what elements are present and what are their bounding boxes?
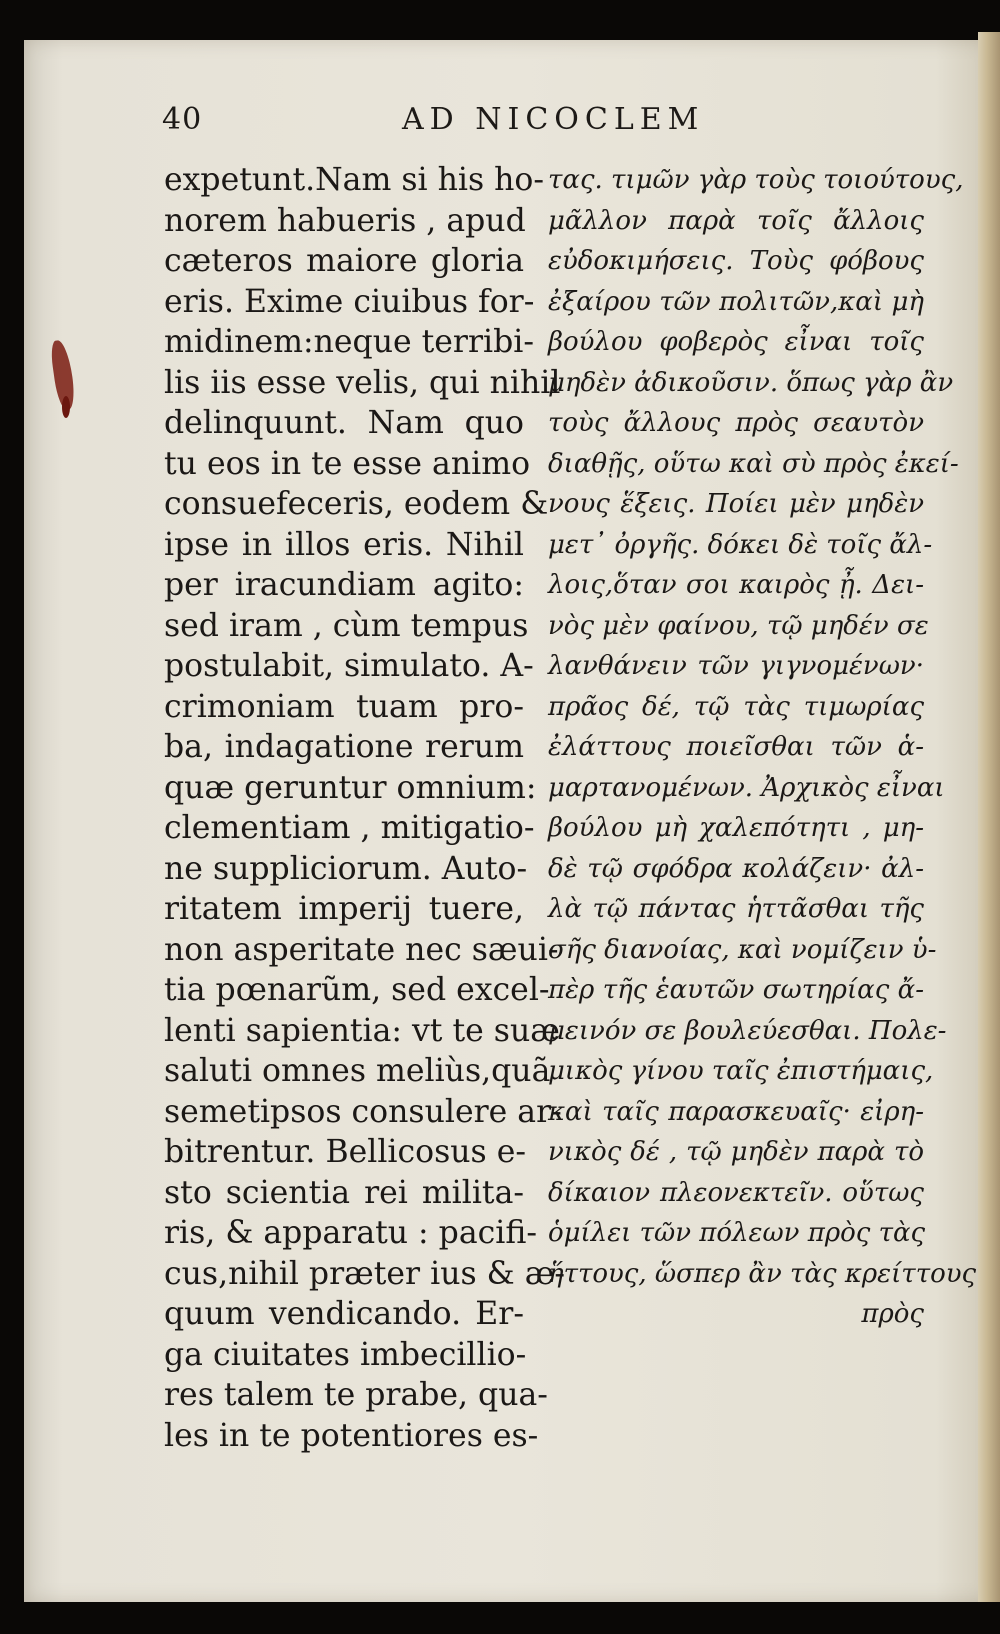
latin-text-line: midinem:neque terribi- [164, 324, 535, 360]
latin-text-line: bitrentur. Bellicosus e- [164, 1134, 526, 1170]
greek-text-line: μηδὲν ἀδικοῦσιν. ὅπως γὰρ ἂν [548, 367, 954, 398]
greek-text-line: λοις,ὅταν σοι καιρὸς ᾖ. Δει- [548, 570, 924, 600]
latin-text-line: tu eos in te esse animo [164, 445, 531, 482]
latin-text-line: ba, indagatione rerum [164, 729, 524, 765]
greek-text-line: βούλου φοβερὸς εἶναι τοῖς [548, 327, 924, 357]
latin-text-line: les in te potentiores es- [164, 1417, 539, 1454]
latin-text-column [164, 160, 565, 1456]
greek-text-line: διαθῇς, οὕτω καὶ σὺ πρὸς ἐκεί- [548, 448, 959, 479]
latin-text-line: saluti omnes meliùs,quã [164, 1053, 551, 1089]
latin-text-line: lis iis esse velis, qui nihil [164, 364, 561, 401]
greek-text-line: τας. τιμῶν γὰρ τοὺς τοιούτους, [548, 165, 964, 195]
greek-text-line: πὲρ τῆς ἑαυτῶν σωτηρίας ἄ- [548, 975, 924, 1005]
greek-text-line: πρᾶος δέ, τῷ τὰς τιμωρίας [548, 691, 924, 722]
latin-text-line: per iracundiam agito: [164, 567, 524, 603]
latin-text-line: norem habueris , apud [164, 202, 526, 239]
latin-text-line: res talem te prabe, qua- [164, 1377, 548, 1413]
greek-text-line: καὶ ταῖς παρασκευαῖς· εἰρη- [548, 1096, 924, 1127]
latin-text-line: cus,nihil præter ius & æ- [164, 1255, 565, 1292]
latin-text-line: ritatem imperij tuere, [164, 891, 524, 927]
greek-text-line: νικὸς δέ , τῷ μηδὲν παρὰ τὸ [548, 1137, 924, 1167]
greek-text-line: δίκαιον πλεονεκτεῖν. οὕτως [548, 1177, 924, 1208]
latin-text-line: sed iram , cùm tempus [164, 607, 529, 644]
greek-text-line: λὰ τῷ πάντας ἡττᾶσθαι τῆς [548, 894, 924, 924]
greek-text-line: μικὸς γίνου ταῖς ἐπιστήμαις, [548, 1056, 934, 1086]
latin-text-line: clementiam , mitigatio- [164, 810, 535, 846]
greek-text-line: ὁμίλει τῶν πόλεων πρὸς τὰς [548, 1218, 926, 1248]
latin-text-line: lenti sapientia: vt te suæ [164, 1012, 560, 1049]
greek-text-line: ἐξαίρου τῶν πολιτῶν,καὶ μὴ [548, 286, 924, 317]
greek-text-line: πρὸς [861, 1299, 924, 1329]
greek-text-line: νὸς μὲν φαίνου, τῷ μηδέν σε [548, 610, 929, 641]
red-stain-drop [62, 396, 70, 418]
latin-text-line: non asperitate nec sæui- [164, 931, 559, 968]
greek-text-line: τοὺς ἄλλους πρὸς σεαυτὸν [548, 408, 924, 438]
latin-text-line: expetunt.Nam si his ho- [164, 162, 545, 198]
latin-text-line: postulabit, simulato. A- [164, 648, 534, 684]
latin-text-line: consuefeceris, eodem & [164, 486, 549, 522]
page-header [162, 102, 722, 142]
latin-text-line: sto scientia rei milita- [164, 1174, 524, 1211]
greek-text-line: μαρτανομένων. Ἀρχικὸς εἶναι [548, 772, 945, 803]
greek-text-line: μεινόν σε βουλεύεσθαι. Πολε- [548, 1015, 947, 1046]
greek-text-line: σῆς διανοίας, καὶ νομίζειν ὑ- [548, 934, 937, 965]
greek-text-line: βούλου μὴ χαλεπότητι , μη- [548, 813, 924, 843]
latin-text-line: eris. Exime ciuibus for- [164, 283, 535, 320]
latin-text-line: quum vendicando. Er- [164, 1296, 524, 1332]
greek-text-column [548, 160, 977, 1335]
greek-text-line: ἥττους, ὥσπερ ἂν τὰς κρείττους [548, 1258, 977, 1289]
latin-text-line: ipse in illos eris. Nihil [164, 526, 524, 563]
greek-text-line: νους ἕξεις. Ποίει μὲν μηδὲν [548, 489, 924, 519]
latin-text-line: ga ciuitates imbecillio- [164, 1336, 527, 1373]
greek-text-line: ἐλάττους ποιεῖσθαι τῶν ἁ- [548, 732, 924, 762]
page-number: 40 [162, 102, 203, 137]
greek-text-line: μᾶλλον παρὰ τοῖς ἄλλοις [548, 205, 924, 236]
latin-text-line: semetipsos consulere ar- [164, 1093, 562, 1130]
page-fore-edge [978, 32, 1000, 1602]
latin-text-line: ne suppliciorum. Auto- [164, 850, 528, 887]
greek-text-line: μετ᾽ ὀργῆς. δόκει δὲ τοῖς ἄλ- [548, 529, 933, 560]
latin-text-line: ris, & apparatu : pacifi- [164, 1215, 538, 1251]
running-head: AD NICOCLEM [402, 102, 705, 137]
greek-text-line: δὲ τῷ σφόδρα κολάζειν· ἀλ- [548, 853, 924, 884]
latin-text-line: delinquunt. Nam quo [164, 405, 524, 441]
greek-text-line: λανθάνειν τῶν γιγνομένων· [548, 651, 924, 681]
latin-text-line: cæteros maiore gloria [164, 243, 524, 279]
latin-text-line: tia pœnarũm, sed excel- [164, 972, 550, 1008]
latin-text-line: crimoniam tuam pro- [164, 688, 524, 725]
latin-text-line: quæ geruntur omnium: [164, 769, 537, 806]
greek-text-line: εὐδοκιμήσεις. Τοὺς φόβους [548, 246, 924, 276]
